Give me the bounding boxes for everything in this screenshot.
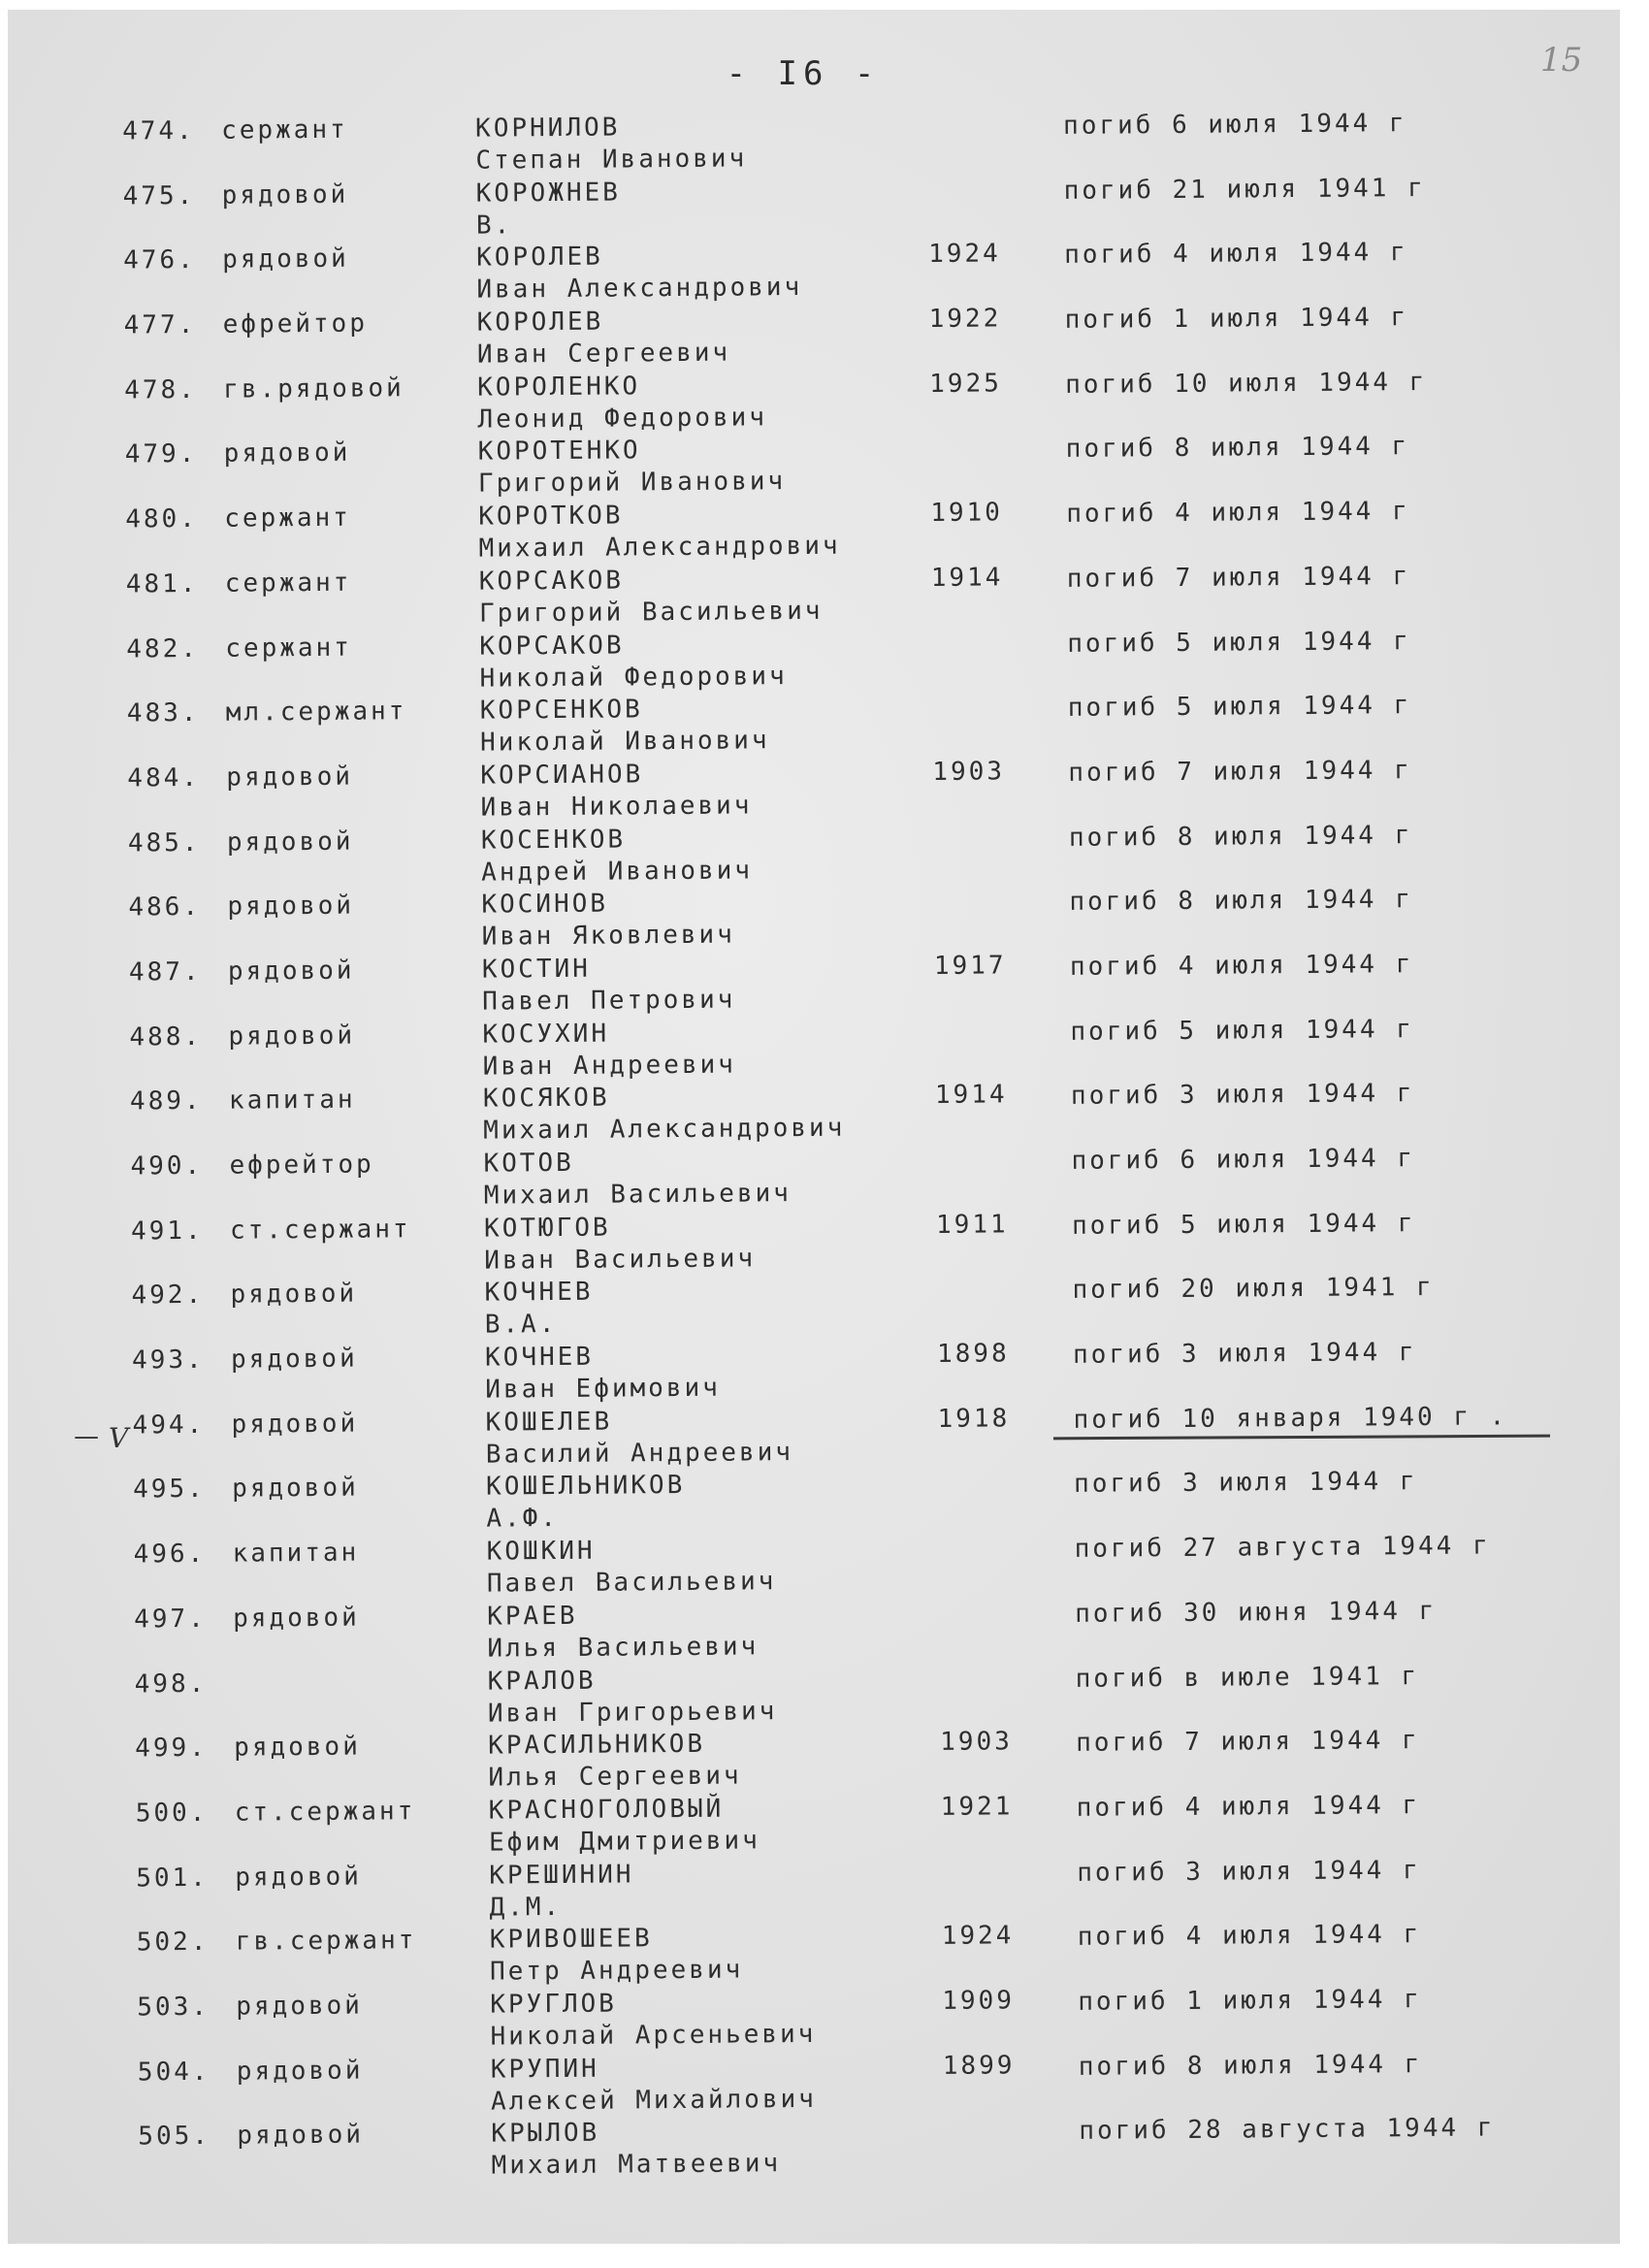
- entry-number: 491.: [130, 1215, 204, 1247]
- entry-surname: КРЫЛОВ: [491, 2119, 600, 2149]
- entry-given-name: Иван Григорьевич: [487, 1696, 778, 1729]
- page-number: - I6 -: [726, 54, 881, 93]
- entry-number: 494.: [132, 1409, 206, 1441]
- entry-death-note: погиб 4 июля 1944 г: [1066, 497, 1410, 530]
- entry-death-note: погиб 21 июля 1941 г: [1063, 173, 1426, 206]
- entry-number: 504.: [137, 2057, 210, 2088]
- entry-surname: КРИВОШЕЕВ: [489, 1924, 653, 1955]
- entry-number: 477.: [123, 309, 197, 340]
- entry-number: 498.: [134, 1669, 208, 1699]
- entry-given-name: В.: [475, 211, 513, 241]
- entry-birth-year: 1918: [937, 1404, 1011, 1434]
- entry-given-name: Григорий Иванович: [477, 467, 787, 500]
- entry-rank: сержант: [225, 632, 353, 664]
- entry-number: 490.: [130, 1150, 204, 1182]
- entry-surname: КРУГЛОВ: [490, 1989, 618, 2020]
- entry-death-note: погиб 3 июля 1944 г: [1072, 1338, 1417, 1370]
- entry-given-name: Ефим Дмитриевич: [488, 1826, 760, 1858]
- entry-birth-year: 1917: [933, 951, 1007, 981]
- entry-surname: КОРСАКОВ: [479, 630, 625, 662]
- entry-surname: КОРОТЕНКО: [477, 436, 641, 468]
- entry-death-note: погиб 7 июля 1944 г: [1066, 561, 1411, 594]
- list-item: [16, 2110, 1649, 2187]
- entry-given-name: Илья Сергеевич: [488, 1761, 742, 1793]
- entry-rank: рядовой: [237, 2120, 365, 2151]
- handwritten-v-mark: V: [109, 1422, 129, 1454]
- entry-birth-year: 1903: [932, 757, 1006, 787]
- entry-rank: сержант: [224, 502, 351, 534]
- entry-surname: КРЕШИНИН: [489, 1859, 634, 1891]
- handwritten-page-number: 15: [1540, 41, 1583, 80]
- entry-death-note: погиб 8 июля 1944 г: [1078, 2049, 1423, 2082]
- entry-death-note: погиб 3 июля 1944 г: [1077, 1855, 1421, 1888]
- entry-rank: рядовой: [234, 1732, 361, 1763]
- entry-rank: капитан: [232, 1538, 360, 1569]
- entry-rank: рядовой: [227, 956, 355, 987]
- entry-surname: КРУПИН: [490, 2054, 599, 2085]
- entry-given-name: Михаил Александрович: [483, 1113, 846, 1146]
- entry-death-note: погиб в июле 1941 г: [1075, 1661, 1420, 1694]
- entry-rank: рядовой: [236, 2056, 364, 2087]
- entry-surname: КРАСИЛЬНИКОВ: [488, 1730, 706, 1761]
- entry-surname: КОСЯКОВ: [482, 1083, 610, 1114]
- entry-birth-year: 1910: [930, 498, 1003, 529]
- entry-given-name: Николай Федорович: [479, 661, 788, 694]
- entry-given-name: Григорий Васильевич: [478, 596, 824, 629]
- entry-rank: ефрейтор: [229, 1150, 374, 1181]
- entry-birth-year: 1898: [936, 1339, 1010, 1370]
- entry-given-name: Иван Александрович: [476, 273, 803, 306]
- entry-surname: КОРОТКОВ: [478, 501, 624, 532]
- entry-given-name: Леонид Федорович: [477, 403, 768, 435]
- entry-death-note: погиб 3 июля 1944 г: [1070, 1079, 1415, 1112]
- entry-rank: рядовой: [230, 1280, 358, 1311]
- entry-rank: рядовой: [222, 244, 349, 275]
- entry-surname: КОСИНОВ: [481, 889, 609, 920]
- entry-death-note: погиб 5 июля 1944 г: [1070, 1014, 1414, 1047]
- entry-birth-year: 1911: [935, 1210, 1009, 1240]
- entry-death-note: погиб 4 июля 1944 г: [1069, 950, 1414, 982]
- entry-given-name: Иван Андреевич: [482, 1050, 736, 1082]
- entry-given-name: Степан Иванович: [475, 144, 748, 176]
- entry-given-name: Иван Николаевич: [480, 791, 753, 823]
- entry-birth-year: 1921: [940, 1792, 1014, 1822]
- entry-given-name: Д.М.: [489, 1892, 563, 1923]
- entry-number: 481.: [125, 568, 199, 599]
- entry-surname: КОРОЛЕНКО: [477, 372, 641, 403]
- handwritten-tick-mark: —: [74, 1422, 99, 1451]
- casualty-list: [0, 105, 1649, 2187]
- entry-death-note: погиб 5 июля 1944 г: [1071, 1208, 1416, 1241]
- entry-given-name: Андрей Иванович: [481, 855, 754, 888]
- entry-given-name: Николай Арсеньевич: [490, 2019, 817, 2052]
- entry-rank: сержант: [224, 567, 352, 599]
- entry-death-note: погиб 4 июля 1944 г: [1076, 1790, 1421, 1823]
- entry-number: 479.: [124, 439, 198, 470]
- entry-birth-year: 1922: [928, 304, 1002, 335]
- entry-given-name: Павел Петрович: [482, 985, 736, 1017]
- entry-death-note: погиб 27 августа 1944 г: [1074, 1531, 1491, 1564]
- entry-number: 502.: [136, 1928, 210, 1958]
- entry-rank: рядовой: [227, 891, 355, 922]
- entry-birth-year: 1909: [942, 1986, 1016, 2016]
- entry-surname: КОРОЛЕВ: [476, 307, 604, 338]
- entry-number: 476.: [123, 245, 196, 275]
- entry-birth-year: 1899: [942, 2050, 1016, 2081]
- entry-rank: рядовой: [236, 1991, 364, 2022]
- entry-number: 496.: [133, 1539, 207, 1570]
- entry-birth-year: 1924: [941, 1921, 1015, 1952]
- entry-death-note: погиб 7 июля 1944 г: [1076, 1726, 1420, 1759]
- entry-rank: рядовой: [226, 761, 354, 793]
- entry-birth-year: 1924: [928, 239, 1001, 270]
- entry-given-name: А.Ф.: [486, 1504, 560, 1535]
- entry-rank: рядовой: [231, 1409, 359, 1440]
- entry-number: 475.: [122, 180, 196, 211]
- entry-rank: рядовой: [233, 1603, 360, 1634]
- entry-rank: рядовой: [226, 826, 354, 858]
- entry-given-name: В.А.: [484, 1310, 558, 1340]
- entry-birth-year: 1925: [929, 369, 1002, 399]
- entry-birth-year: 1903: [940, 1727, 1013, 1758]
- entry-number: 500.: [135, 1798, 209, 1829]
- entry-death-note: погиб 6 июля 1944 г: [1063, 109, 1407, 141]
- entry-surname: КОЧНЕВ: [484, 1278, 594, 1308]
- entry-rank: капитан: [228, 1085, 356, 1116]
- entry-surname: КОШЕЛЕВ: [485, 1407, 613, 1438]
- entry-number: 478.: [124, 374, 197, 405]
- entry-death-note: погиб 20 июля 1941 г: [1072, 1273, 1435, 1306]
- entry-number: 503.: [137, 1992, 210, 2023]
- entry-surname: КОШКИН: [486, 1536, 596, 1567]
- entry-rank: мл.сержант: [225, 697, 407, 728]
- entry-number: 499.: [135, 1733, 208, 1764]
- entry-rank: гв.сержант: [235, 1926, 417, 1957]
- entry-number: 486.: [128, 892, 202, 923]
- entry-death-note: погиб 4 июля 1944 г: [1064, 238, 1408, 271]
- entry-surname: КОРСАКОВ: [478, 566, 625, 597]
- entry-surname: КРАЕВ: [487, 1601, 578, 1632]
- entry-death-note: погиб 1 июля 1944 г: [1064, 303, 1409, 335]
- entry-surname: КОСУХИН: [482, 1019, 610, 1050]
- entry-surname: КОРОЖНЕВ: [475, 178, 621, 209]
- entry-death-note: погиб 8 июля 1944 г: [1068, 820, 1413, 853]
- entry-death-note: погиб 8 июля 1944 г: [1065, 432, 1410, 465]
- entry-birth-year: 1914: [930, 563, 1004, 593]
- entry-number: 487.: [128, 956, 202, 988]
- entry-given-name: Николай Иванович: [479, 726, 770, 758]
- entry-given-name: Василий Андреевич: [485, 1437, 794, 1470]
- entry-number: 474.: [122, 115, 195, 146]
- entry-death-note: погиб 8 июля 1944 г: [1069, 885, 1413, 918]
- entry-given-name: Петр Андреевич: [489, 1955, 744, 1987]
- entry-death-note: погиб 10 июля 1944 г: [1065, 367, 1428, 400]
- entry-number: 493.: [131, 1345, 205, 1376]
- entry-rank: рядовой: [235, 1862, 362, 1893]
- entry-death-note: погиб 30 июня 1944 г: [1075, 1596, 1438, 1629]
- entry-surname: КОТЮГОВ: [483, 1213, 611, 1244]
- entry-surname: КОЧНЕВ: [484, 1342, 595, 1373]
- entry-given-name: Иван Сергеевич: [476, 338, 731, 370]
- entry-given-name: Илья Васильевич: [487, 1632, 760, 1664]
- entry-rank: гв.рядовой: [223, 373, 404, 405]
- entry-surname: КОРОЛЕВ: [476, 242, 603, 274]
- entry-rank: ефрейтор: [222, 308, 369, 340]
- entry-death-note: погиб 10 января 1940 г .: [1073, 1402, 1508, 1435]
- entry-number: 483.: [126, 698, 200, 729]
- entry-rank: рядовой: [228, 1021, 356, 1052]
- entry-death-note: погиб 7 июля 1944 г: [1068, 755, 1412, 788]
- entry-number: 495.: [133, 1474, 206, 1505]
- entry-rank: рядовой: [232, 1474, 359, 1505]
- entry-death-note: погиб 28 августа 1944 г: [1079, 2113, 1496, 2147]
- entry-death-note: погиб 4 июля 1944 г: [1077, 1920, 1422, 1953]
- entry-rank: сержант: [221, 114, 348, 146]
- entry-given-name: Алексей Михайлович: [490, 2084, 817, 2117]
- entry-given-name: Иван Ефимович: [485, 1373, 721, 1405]
- entry-death-note: погиб 5 июля 1944 г: [1067, 626, 1411, 659]
- entry-number: 484.: [127, 762, 201, 794]
- entry-number: 505.: [138, 2122, 211, 2152]
- entry-rank: рядовой: [221, 179, 349, 211]
- entry-rank: ст.сержант: [229, 1214, 411, 1246]
- entry-surname: КОРНИЛОВ: [475, 113, 621, 144]
- entry-number: 480.: [125, 504, 199, 535]
- entry-given-name: Михаил Александрович: [478, 531, 841, 564]
- entry-birth-year: 1914: [934, 1080, 1008, 1111]
- entry-surname: КОШЕЛЬНИКОВ: [486, 1471, 686, 1503]
- entry-surname: КРАЛОВ: [487, 1666, 597, 1697]
- entry-given-name: Михаил Матвеевич: [491, 2149, 782, 2181]
- entry-death-note: погиб 6 июля 1944 г: [1071, 1144, 1416, 1176]
- entry-death-note: погиб 3 июля 1944 г: [1074, 1467, 1418, 1500]
- entry-number: 488.: [129, 1021, 203, 1053]
- entry-rank: рядовой: [223, 438, 351, 470]
- entry-given-name: Михаил Васильевич: [483, 1179, 792, 1211]
- entry-surname: КОТОВ: [483, 1148, 574, 1179]
- entry-number: 497.: [134, 1604, 207, 1635]
- entry-surname: КОРСЕНКОВ: [479, 695, 643, 726]
- entry-rank: ст.сержант: [234, 1797, 416, 1828]
- entry-given-name: Павел Васильевич: [486, 1567, 777, 1599]
- entry-surname: КОРСИАНОВ: [480, 760, 644, 791]
- entry-death-note: погиб 5 июля 1944 г: [1067, 691, 1412, 724]
- entry-number: 482.: [126, 633, 200, 664]
- entry-surname: КОСЕНКОВ: [480, 825, 627, 856]
- entry-number: 492.: [131, 1280, 205, 1311]
- entry-number: 501.: [136, 1863, 210, 1894]
- entry-number: 485.: [127, 827, 201, 859]
- entry-surname: КОСТИН: [481, 954, 591, 985]
- entry-given-name: Иван Васильевич: [484, 1244, 757, 1276]
- entry-rank: рядовой: [230, 1344, 358, 1375]
- entry-number: 489.: [129, 1086, 203, 1117]
- entry-surname: КРАСНОГОЛОВЫЙ: [488, 1794, 725, 1826]
- entry-given-name: Иван Яковлевич: [481, 920, 735, 952]
- entry-death-note: погиб 1 июля 1944 г: [1078, 1984, 1422, 2017]
